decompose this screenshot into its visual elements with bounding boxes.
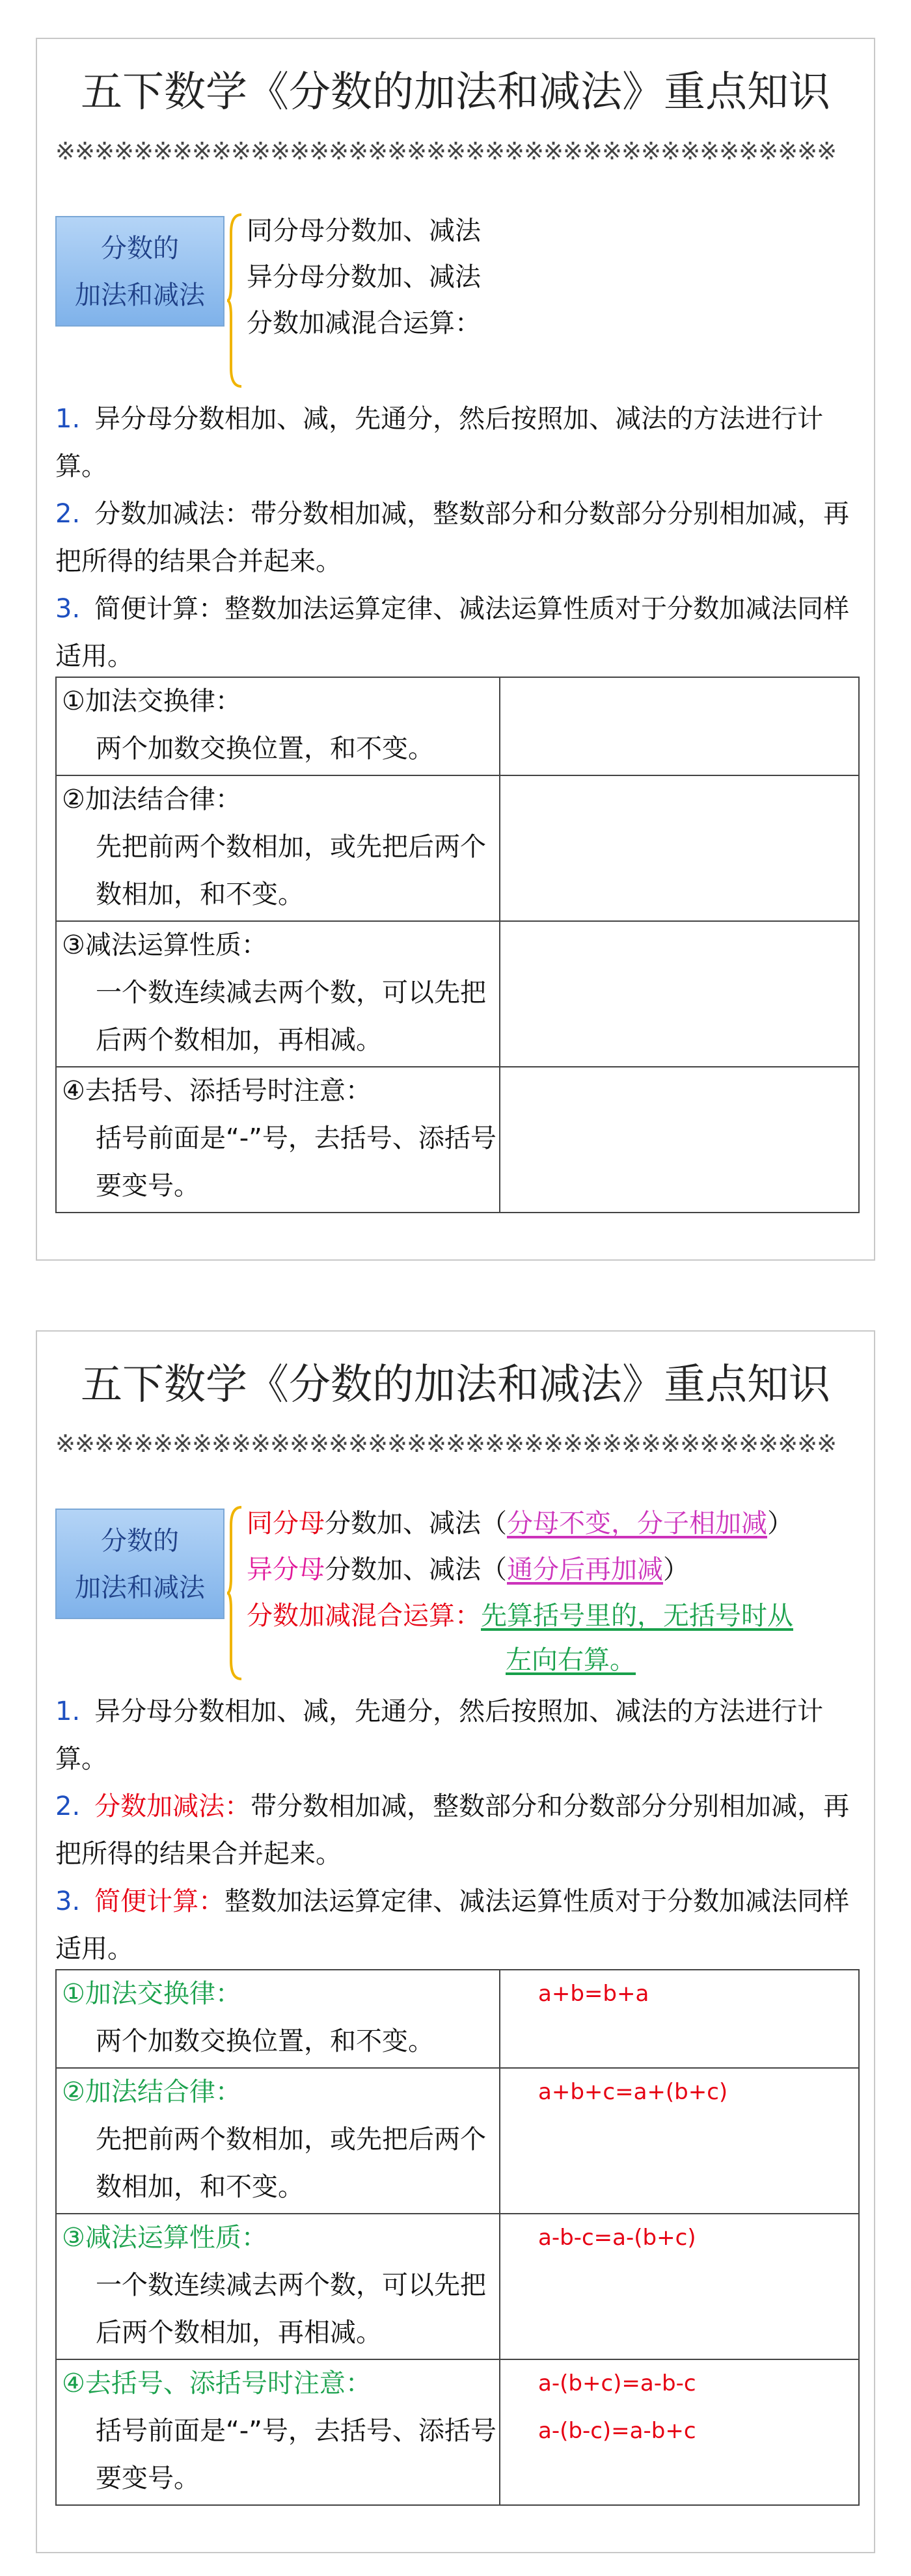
point-3 — [55, 1878, 862, 1973]
rule-title: ①加法交换律： — [62, 1979, 241, 2009]
rule-title: ③减法运算性质： — [62, 930, 267, 960]
point-2 — [55, 1783, 862, 1878]
rule-title: ④去括号、添括号时注意： — [62, 1076, 372, 1106]
rule-body: 两个加数交换位置，和不变。 — [96, 2026, 434, 2056]
point-1 — [55, 1688, 862, 1783]
topic-line: 同分母分数加、减法 — [247, 216, 481, 246]
point-number: 3. — [55, 1886, 81, 1916]
rule-cell — [56, 1067, 500, 1213]
topic-key: 异分母 — [247, 1555, 325, 1585]
topic-box-line: 加法和减法 — [75, 1573, 205, 1603]
rule-cell — [56, 2214, 500, 2359]
rule-title: ①加法交换律： — [62, 686, 241, 716]
table-row — [56, 1970, 859, 2068]
topic-box-line: 分数的 — [101, 1526, 179, 1556]
worksheet-blank — [36, 38, 875, 1261]
formula-cell-empty — [500, 921, 859, 1067]
formula: a+b+c=a+(b+c) — [538, 2079, 728, 2105]
rules-table — [55, 1969, 860, 2506]
formula-cell — [500, 2359, 859, 2505]
formula: a-(b-c)=a-b+c — [538, 2418, 696, 2444]
rule-cell — [56, 2068, 500, 2214]
formula-cell — [500, 2068, 859, 2214]
rule-body: 括号前面是“-”号，去括号、添括号要变号。 — [96, 1123, 496, 1201]
formula-cell — [500, 1970, 859, 2068]
topic-close: ） — [767, 1509, 793, 1538]
decorative-divider: ※※※※※※※※※※※※※※※※※※※※※※※※※※※※※※※※※※※※※※※※ — [55, 1430, 837, 1458]
point-text: 简便计算：整数加法运算定律、减法运算性质对于分数加减法同样适用。 — [55, 594, 850, 671]
point-text: 异分母分数相加、减，先通分，然后按照加、减法的方法进行计算。 — [55, 404, 824, 481]
point-keyword: 简便计算： — [94, 1886, 225, 1916]
page-title: 五下数学《分数的加法和减法》重点知识 — [81, 68, 830, 116]
rule-body: 先把前两个数相加，或先把后两个数相加，和不变。 — [96, 832, 486, 909]
topic-key: 分数加减混合运算： — [247, 1601, 481, 1631]
table-row — [56, 2068, 859, 2214]
formula-cell-empty — [500, 677, 859, 775]
formula: a+b=b+a — [538, 1981, 649, 2007]
topic-line: 分数加减混合运算： — [247, 308, 481, 338]
page-title: 五下数学《分数的加法和减法》重点知识 — [81, 1361, 830, 1409]
topic-close: ） — [663, 1555, 689, 1585]
rule-body: 两个加数交换位置，和不变。 — [96, 734, 434, 764]
rule-cell — [56, 775, 500, 921]
topic-line — [247, 1600, 793, 1632]
rules-table — [55, 677, 860, 1213]
topic-key: 同分母 — [247, 1509, 325, 1538]
topic-box-line: 分数的 — [101, 234, 179, 263]
topic-note: 通分后再加减 — [507, 1555, 663, 1585]
table-row — [56, 921, 859, 1067]
table-row — [56, 2214, 859, 2359]
point-text: 整数加法运算定律、减法运算性质对于分数加减法同样适用。 — [55, 1886, 850, 1964]
table-row — [56, 1067, 859, 1213]
table-row — [56, 2359, 859, 2505]
rule-title: ②加法结合律： — [62, 785, 241, 814]
rule-cell — [56, 677, 500, 775]
topic-line — [247, 1507, 793, 1540]
point-number: 1. — [55, 1697, 81, 1726]
point-3 — [55, 585, 862, 680]
point-number: 2. — [55, 1791, 81, 1821]
rule-cell — [56, 921, 500, 1067]
topic-rest: 分数加、减法（ — [325, 1555, 507, 1585]
topic-note: 先算括号里的，无括号时从 — [481, 1601, 793, 1631]
rule-body: 先把前两个数相加，或先把后两个数相加，和不变。 — [96, 2125, 486, 2202]
curly-brace-icon — [227, 213, 243, 388]
topic-line: 异分母分数加、减法 — [247, 262, 481, 292]
worksheet-answers — [36, 1330, 875, 2553]
point-text: 带分数相加减，整数部分和分数部分分别相加减，再把所得的结果合并起来。 — [55, 1791, 850, 1869]
topic-note: 分母不变，分子相加减 — [507, 1509, 767, 1538]
formula: a-(b+c)=a-b-c — [538, 2370, 696, 2396]
rule-cell — [56, 1970, 500, 2068]
point-number: 1. — [55, 404, 81, 434]
formula-cell — [500, 2214, 859, 2359]
formula-cell-empty — [500, 775, 859, 921]
point-text: 分数加减法：带分数相加减，整数部分和分数部分分别相加减，再把所得的结果合并起来。 — [55, 499, 850, 576]
point-number: 3. — [55, 594, 81, 624]
rule-title: ②加法结合律： — [62, 2077, 241, 2107]
table-row — [56, 677, 859, 775]
rule-cell — [56, 2359, 500, 2505]
topic-box-line: 加法和减法 — [75, 280, 205, 310]
point-number: 2. — [55, 499, 81, 529]
rule-title: ④去括号、添括号时注意： — [62, 2368, 372, 2398]
rule-body: 一个数连续减去两个数，可以先把后两个数相加，再相减。 — [96, 978, 486, 1055]
rule-body: 括号前面是“-”号，去括号、添括号要变号。 — [96, 2416, 496, 2493]
point-text: 异分母分数相加、减，先通分，然后按照加、减法的方法进行计算。 — [55, 1697, 824, 1774]
curly-brace-icon — [227, 1506, 243, 1680]
topic-box — [55, 1509, 224, 1619]
rule-title: ③减法运算性质： — [62, 2223, 267, 2253]
point-2 — [55, 490, 862, 585]
formula-cell-empty — [500, 1067, 859, 1213]
topic-line — [247, 1553, 689, 1586]
decorative-divider: ※※※※※※※※※※※※※※※※※※※※※※※※※※※※※※※※※※※※※※※※ — [55, 137, 837, 165]
point-keyword: 分数加减法： — [94, 1791, 251, 1821]
topic-rest: 分数加、减法（ — [325, 1509, 507, 1538]
formula: a-b-c=a-(b+c) — [538, 2225, 696, 2251]
topic-box — [55, 216, 224, 327]
point-1 — [55, 396, 862, 490]
topic-note-continued: 左向右算。 — [506, 1645, 636, 1675]
table-row — [56, 775, 859, 921]
rule-body: 一个数连续减去两个数，可以先把后两个数相加，再相减。 — [96, 2270, 486, 2348]
